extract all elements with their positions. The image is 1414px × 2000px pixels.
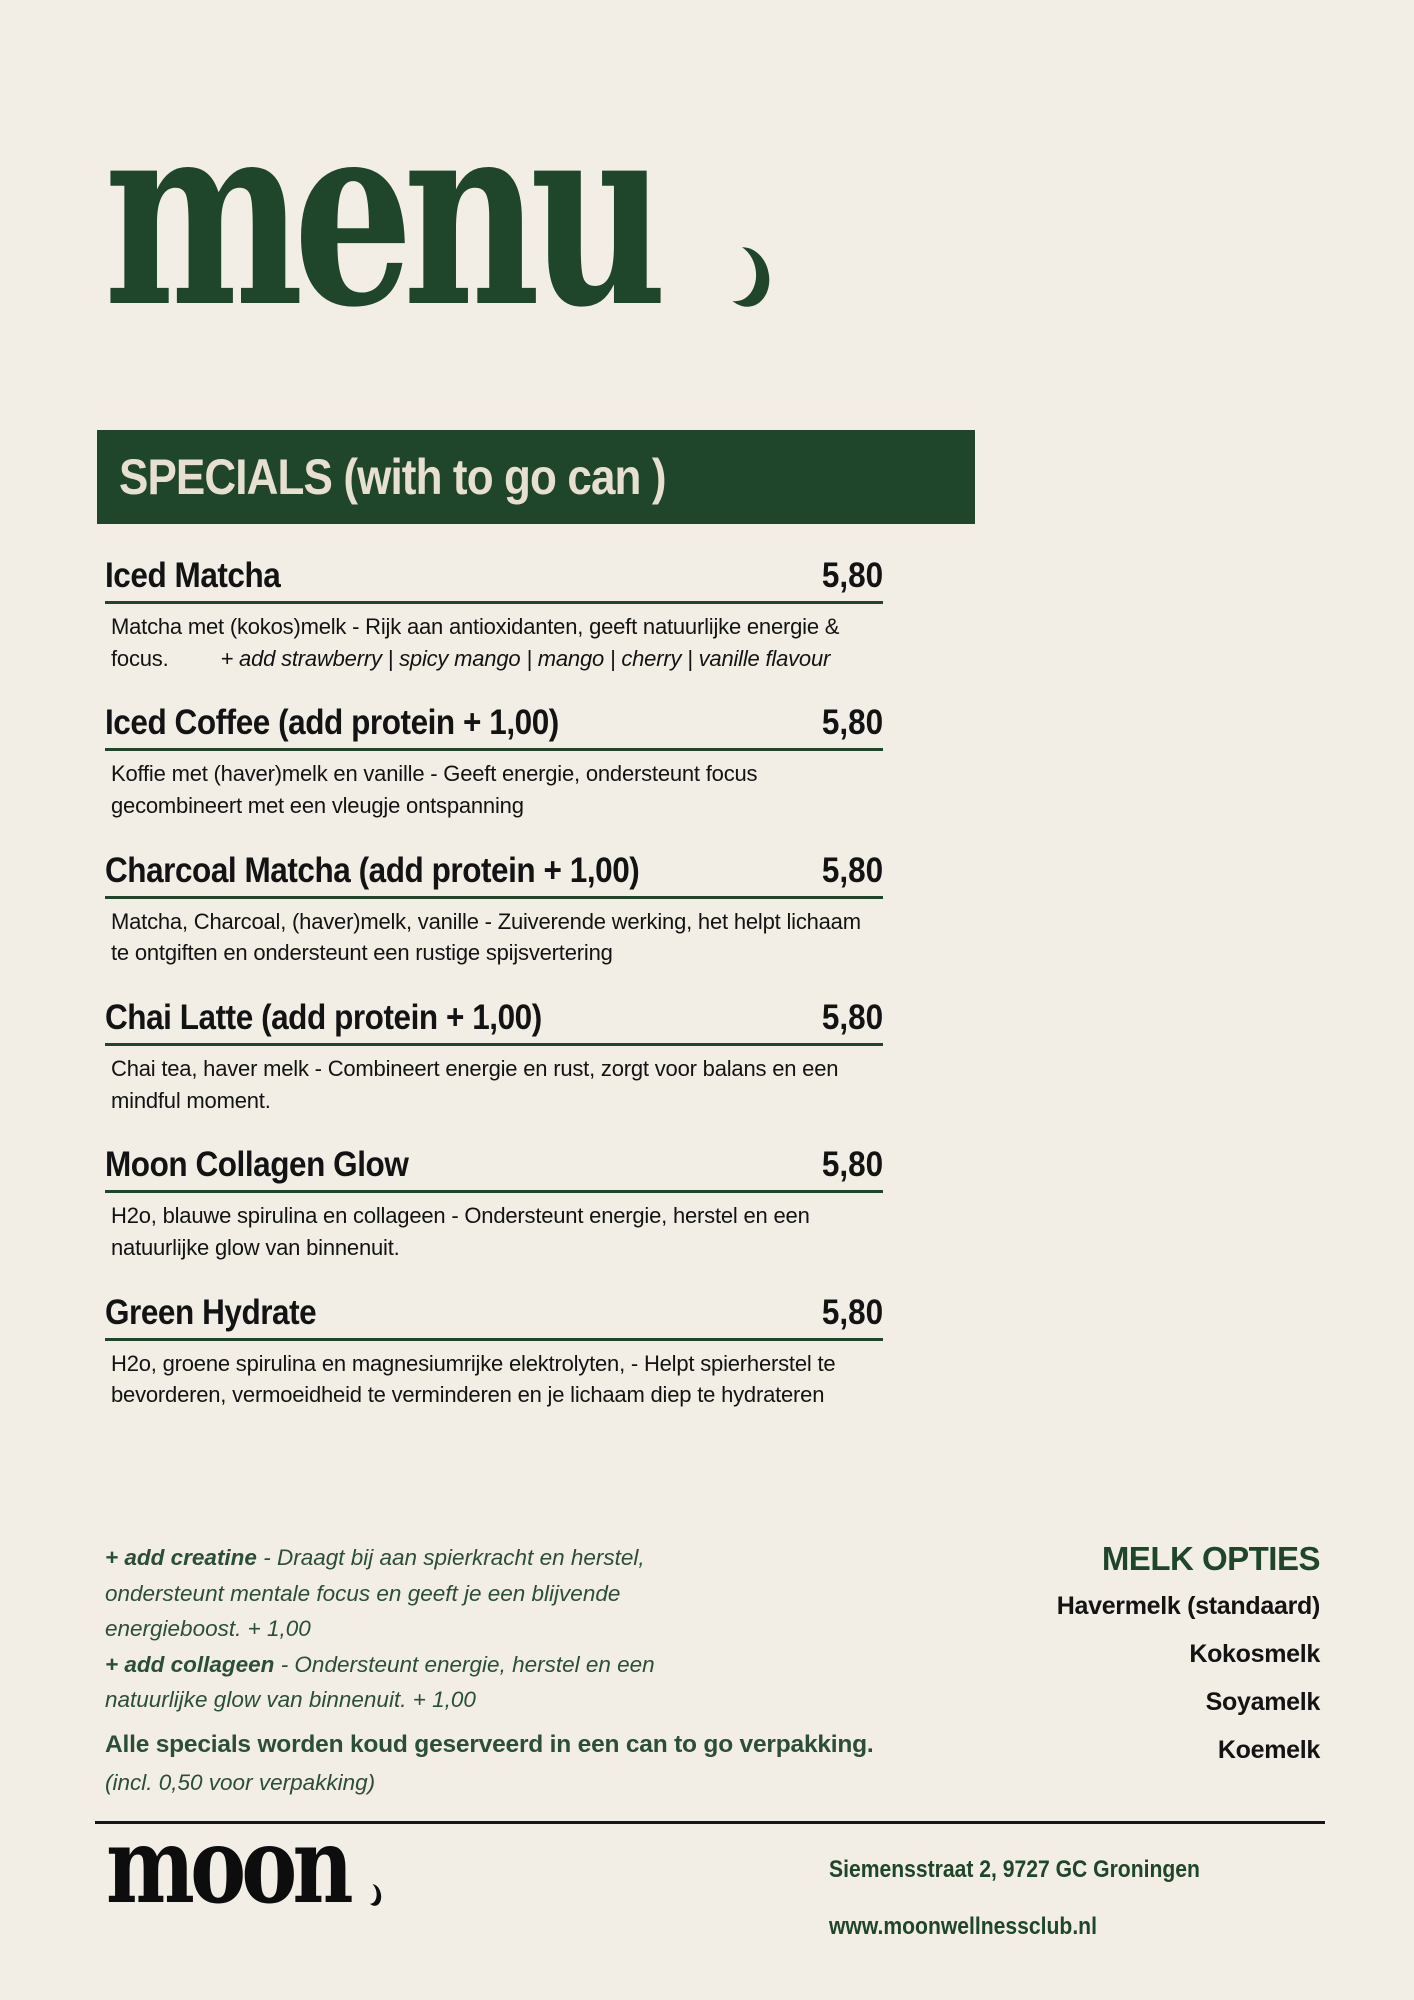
addon-collageen — [105, 1647, 761, 1718]
item-description — [105, 1348, 883, 1411]
addons-section — [105, 1540, 761, 1718]
menu-item-iced-coffee — [105, 703, 883, 821]
item-head — [105, 1145, 883, 1185]
footnote-bold-text: Alle specials worden koud geserveerd in een can to go verpakking. — [105, 1731, 874, 1758]
addon-creatine — [105, 1540, 761, 1647]
item-price: 5,80 — [821, 1145, 883, 1185]
item-name: Green Hydrate — [105, 1292, 317, 1332]
item-price: 5,80 — [821, 998, 883, 1038]
item-description-text: Koffie met (haver)melk en vanille - Geeft energie, ondersteunt focus gecombineert met een vleugje ontspanning — [111, 761, 758, 819]
item-price: 5,80 — [821, 703, 883, 743]
milk-option-koemelk: Koemelk — [1217, 1736, 1320, 1764]
item-head — [105, 998, 883, 1038]
menu-item-green-hydrate — [105, 1293, 883, 1411]
item-flavour-note: + add strawberry | spicy mango | mango | cherry | vanille flavour — [220, 645, 831, 671]
milk-option-kokosmelk: Kokosmelk — [1189, 1640, 1320, 1668]
item-price: 5,80 — [821, 1292, 883, 1332]
item-name: Moon Collagen Glow — [105, 1145, 409, 1185]
footnote-italic-text: (incl. 0,50 voor verpakking) — [105, 1770, 376, 1795]
addon-label: + add creatine — [105, 1545, 257, 1570]
menu-logo-text: menu — [104, 65, 657, 364]
specials-banner — [97, 430, 975, 524]
footnote-section — [105, 1731, 874, 1796]
item-description — [105, 1053, 883, 1116]
item-divider — [105, 1043, 883, 1046]
milk-options-title: MELK OPTIES — [1101, 1540, 1320, 1577]
menu-item-charcoal-matcha — [105, 851, 883, 969]
menu-item-chai-latte — [105, 998, 883, 1116]
menu-item-moon-collagen-glow — [105, 1145, 883, 1263]
item-name: Chai Latte (add protein + 1,00) — [105, 998, 542, 1038]
menu-item-iced-matcha — [105, 556, 883, 674]
item-divider — [105, 748, 883, 751]
item-divider — [105, 1190, 883, 1193]
item-price: 5,80 — [821, 850, 883, 890]
item-description — [105, 611, 883, 674]
item-divider — [105, 896, 883, 899]
item-head — [105, 703, 883, 743]
milk-option-soyamelk: Soyamelk — [1205, 1688, 1320, 1716]
milk-option-havermelk: Havermelk (standaard) — [1056, 1592, 1320, 1620]
item-description-text: H2o, groene spirulina en magnesiumrijke elektrolyten, - Helpt spierherstel te bevorderen, vermoeidheid te verminderen en je lichaam diep te hydrateren — [111, 1350, 836, 1408]
milk-options-section — [1057, 1540, 1320, 1784]
addon-label: + add collageen — [105, 1651, 275, 1677]
item-name: Charcoal Matcha (add protein + 1,00) — [105, 850, 640, 890]
addon-description: - Draagt bij aan spierkracht en herstel, ondersteunt mentale focus en geeft je een blijvende energieboost. + 1,00 — [105, 1545, 645, 1642]
item-description-text: Matcha met (kokos)melk - Rijk aan antioxidanten, geeft natuurlijke energie & focus. — [111, 614, 840, 671]
crescent-moon-icon — [363, 1883, 382, 1908]
addon-description: - Ondersteunt energie, herstel en een natuurlijke glow van binnenuit. + 1,00 — [105, 1651, 655, 1713]
footer-website: www.moonwellnessclub.nl — [829, 1913, 1097, 1940]
specials-banner-label: SPECIALS (with to go can ) — [119, 449, 666, 505]
menu-item-list — [105, 556, 883, 1440]
item-description — [105, 758, 883, 821]
footer-address-line: Siemensstraat 2, 9727 GC Groningen — [829, 1856, 1200, 1883]
item-divider — [105, 601, 883, 604]
item-description — [105, 906, 883, 969]
crescent-moon-icon — [715, 243, 774, 312]
item-head — [105, 1293, 883, 1333]
menu-logo — [104, 65, 769, 364]
item-description — [105, 1200, 883, 1263]
item-description-text: Chai tea, haver melk - Combineert energie en rust, zorgt voor balans en een mindful moment. — [111, 1056, 839, 1113]
moon-logo — [106, 1803, 381, 1927]
item-price: 5,80 — [821, 556, 883, 595]
item-head — [105, 851, 883, 891]
item-description-text: H2o, blauwe spirulina en collageen - Ondersteunt energie, herstel en een natuurlijke glow van binnenuit. — [111, 1203, 810, 1261]
item-description-text: Matcha, Charcoal, (haver)melk, vanille - Zuiverende werking, het helpt lichaam te ontgiften en ondersteunt een rustige spijsvertering — [111, 908, 861, 966]
item-head — [105, 556, 883, 596]
footer-contact — [829, 1856, 1251, 1941]
item-name: Iced Coffee (add protein + 1,00) — [105, 703, 559, 743]
moon-logo-text: moon — [106, 1803, 349, 1927]
item-divider — [105, 1338, 883, 1341]
item-name: Iced Matcha — [105, 556, 281, 595]
